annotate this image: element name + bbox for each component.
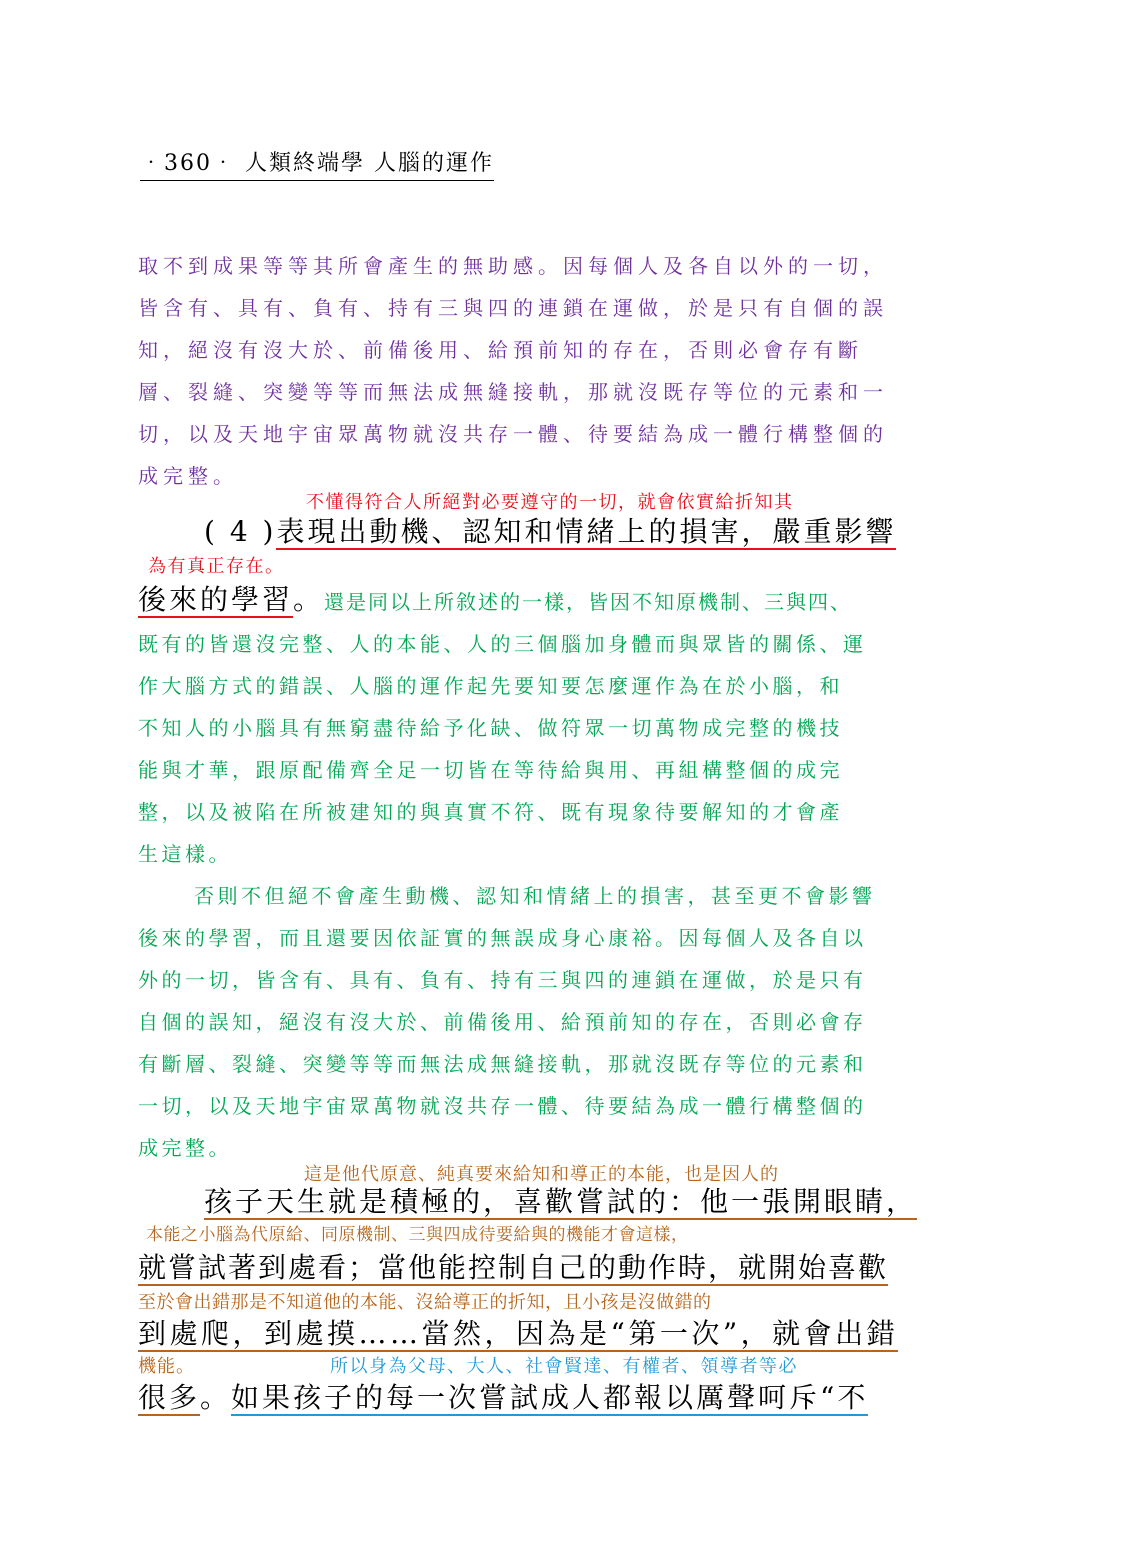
para3-line: 自個的誤知，絕沒有沒大於、前備後用、給預前知的存在，否則必會存 xyxy=(138,1010,867,1034)
para3-line: 一切，以及天地宇宙眾萬物就沒共存一體、待要結為成一體行構整個的 xyxy=(138,1094,867,1118)
para3-line: 外的一切，皆含有、具有、負有、持有三與四的連鎖在運做，於是只有 xyxy=(138,968,867,992)
annotation-brown-line4: 機能。 xyxy=(138,1356,195,1377)
point4-tail: 。 xyxy=(293,583,325,616)
point4-heading: 表現出動機、認知和情緒上的損害，嚴重影響 xyxy=(276,515,897,548)
page-header: ‧360‧ 人類終端學 人腦的運作 xyxy=(140,146,494,181)
main-line3 xyxy=(138,1312,898,1352)
para2-line: 生這樣。 xyxy=(138,842,232,866)
point4-number: ( 4 ) xyxy=(204,515,277,548)
main-line1 xyxy=(204,1180,917,1220)
para2-line: 不知人的小腦具有無窮盡待給予化缺、做符眾一切萬物成完整的機技 xyxy=(138,716,843,740)
para2-line: 作大腦方式的錯誤、人腦的運作起先要知要怎麼運作為在於小腦，和 xyxy=(138,674,843,698)
para2-line: 整，以及被陷在所被建知的與真實不符、既有現象待要解知的才會產 xyxy=(138,800,843,824)
para2-line: 既有的皆還沒完整、人的本能、人的三個腦加身體而與眾皆的關係、運 xyxy=(138,632,867,656)
para1-line: 層、裂縫、突變等等而無法成無縫接軌，那就沒既存等位的元素和一 xyxy=(138,380,888,404)
para1-line: 成完整。 xyxy=(138,464,238,488)
main-line4-start: 很多 xyxy=(138,1381,201,1414)
para3-line: 成完整。 xyxy=(138,1136,232,1160)
annotation-red-line1: 不懂得符合人所絕對必要遵守的一切，就會依實給折知其 xyxy=(306,492,794,513)
para1-line: 切，以及天地宇宙眾萬物就沒共存一體、待要結為成一體行構整個的 xyxy=(138,422,888,446)
para2-line: 還是同以上所敘述的一樣，皆因不知原機制、三與四、 xyxy=(324,590,853,614)
annotation-brown-line1: 這是他代原意、純真要來給知和導正的本能，也是因人的 xyxy=(304,1164,779,1185)
para3-line: 有斷層、裂縫、突變等等而無法成無縫接軌，那就沒既存等位的元素和 xyxy=(138,1052,867,1076)
para1-line: 知，絕沒有沒大於、前備後用、給預前知的存在，否則必會存有斷 xyxy=(138,338,863,362)
annotation-blue-line1: 所以身為父母、大人、社會賢達、有權者、領導者等必 xyxy=(330,1356,798,1377)
point4-heading-row xyxy=(204,510,896,550)
main-line4-rest: 如果孩子的每一次嘗試成人都報以厲聲呵斥“不 xyxy=(231,1381,869,1414)
para2-line: 能與才華，跟原配備齊全足一切皆在等待給與用、再組構整個的成完 xyxy=(138,758,843,782)
annotation-brown-line2: 本能之小腦為代原給、同原機制、三與四成待要給與的機能才會這樣， xyxy=(146,1225,689,1245)
main-line4-period: 。 xyxy=(200,1381,232,1414)
main-line3-text: 到處爬，到處摸……當然，因為是“第一次”，就會出錯 xyxy=(138,1317,899,1350)
para1-line: 取不到成果等等其所會產生的無助感。因每個人及各自以外的一切， xyxy=(138,254,888,278)
para2-first-row xyxy=(138,578,852,618)
annotation-red-line2: 為有真正存在。 xyxy=(148,556,285,577)
para1-line: 皆含有、具有、負有、持有三與四的連鎖在運做，於是只有自個的誤 xyxy=(138,296,888,320)
main-line1-text: 孩子天生就是積極的，喜歡嘗試的：他一張開眼睛， xyxy=(204,1185,918,1218)
annotation-brown-line3: 至於會出錯那是不知道他的本能、沒給導正的折知，且小孩是沒做錯的 xyxy=(138,1292,712,1313)
point4-heading-cont: 後來的學習 xyxy=(138,583,294,616)
para3-line: 後來的學習，而且還要因依証實的無誤成身心康裕。因每個人及各自以 xyxy=(138,926,867,950)
main-line2 xyxy=(138,1246,888,1286)
main-line4 xyxy=(138,1376,868,1416)
main-line2-text: 就嘗試著到處看；當他能控制自己的動作時，就開始喜歡 xyxy=(138,1251,889,1284)
para3-line: 否則不但絕不會產生動機、認知和情緒上的損害，甚至更不會影響 xyxy=(194,884,876,908)
